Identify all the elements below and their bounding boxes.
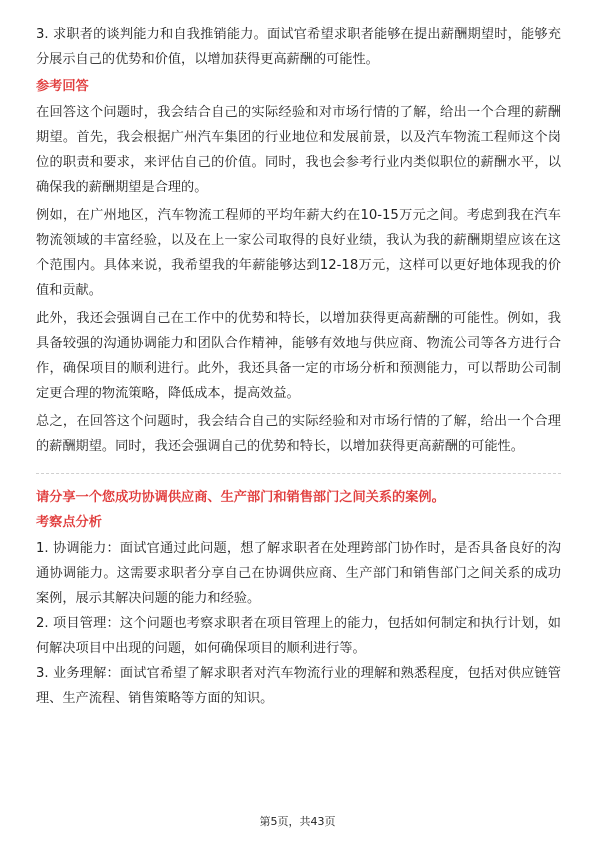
analysis-item: 3. 业务理解：面试官希望了解求职者对汽车物流行业的理解和熟悉程度，包括对供应链管理、生产流程、销售策略等方面的知识。 — [36, 666, 561, 706]
page-content — [36, 22, 561, 711]
analysis-heading: 考察点分析 — [36, 515, 102, 530]
answer-paragraph: 例如，在广州地区，汽车物流工程师的平均年薪大约在10-15万元之间。考虑到我在汽车物流领域的丰富经验，以及在上一家公司取得的良好业绩，我认为我的薪酬期望应该在这个范围内。具体来说，我希望我的年薪能够达到12-18万元，这样可以更好地体现我的价值和贡献。 — [36, 208, 561, 298]
question-title: 请分享一个您成功协调供应商、生产部门和销售部门之间关系的案例。 — [36, 490, 445, 505]
answer-heading: 参考回答 — [36, 79, 89, 94]
page-number: 第5页，共43页 — [259, 815, 336, 828]
answer-paragraph: 此外，我还会强调自己在工作中的优势和特长，以增加获得更高薪酬的可能性。例如，我具备较强的沟通协调能力和团队合作精神，能够有效地与供应商、物流公司等各方进行合作，确保项目的顺利进行。此外，我还具备一定的市场分析和预测能力，可以帮助公司制定更合理的物流策略，降低成本，提高效益。 — [36, 311, 561, 401]
analysis-item: 2. 项目管理：这个问题也考察求职者在项目管理上的能力，包括如何制定和执行计划，如何解决项目中出现的问题，如何确保项目的顺利进行等。 — [36, 616, 561, 656]
answer-paragraph: 总之，在回答这个问题时，我会结合自己的实际经验和对市场行情的了解，给出一个合理的薪酬期望。同时，我还会强调自己的优势和特长，以增加获得更高薪酬的可能性。 — [36, 414, 561, 454]
analysis-item: 1. 协调能力：面试官通过此问题，想了解求职者在处理跨部门协作时，是否具备良好的沟通协调能力。这需要求职者分享自己在协调供应商、生产部门和销售部门之间关系的成功案例，展示其解决问题的能力和经验。 — [36, 541, 561, 606]
answer-paragraph: 在回答这个问题时，我会结合自己的实际经验和对市场行情的了解，给出一个合理的薪酬期望。首先，我会根据广州汽车集团的行业地位和发展前景，以及汽车物流工程师这个岗位的职责和要求，来评估自己的价值。同时，我也会参考行业内类似职位的薪酬水平，以确保我的薪酬期望是合理的。 — [36, 105, 561, 195]
section-divider — [36, 473, 561, 474]
prior-analysis-item: 3. 求职者的谈判能力和自我推销能力。面试官希望求职者能够在提出薪酬期望时，能够充分展示自己的优势和价值，以增加获得更高薪酬的可能性。 — [36, 27, 561, 67]
